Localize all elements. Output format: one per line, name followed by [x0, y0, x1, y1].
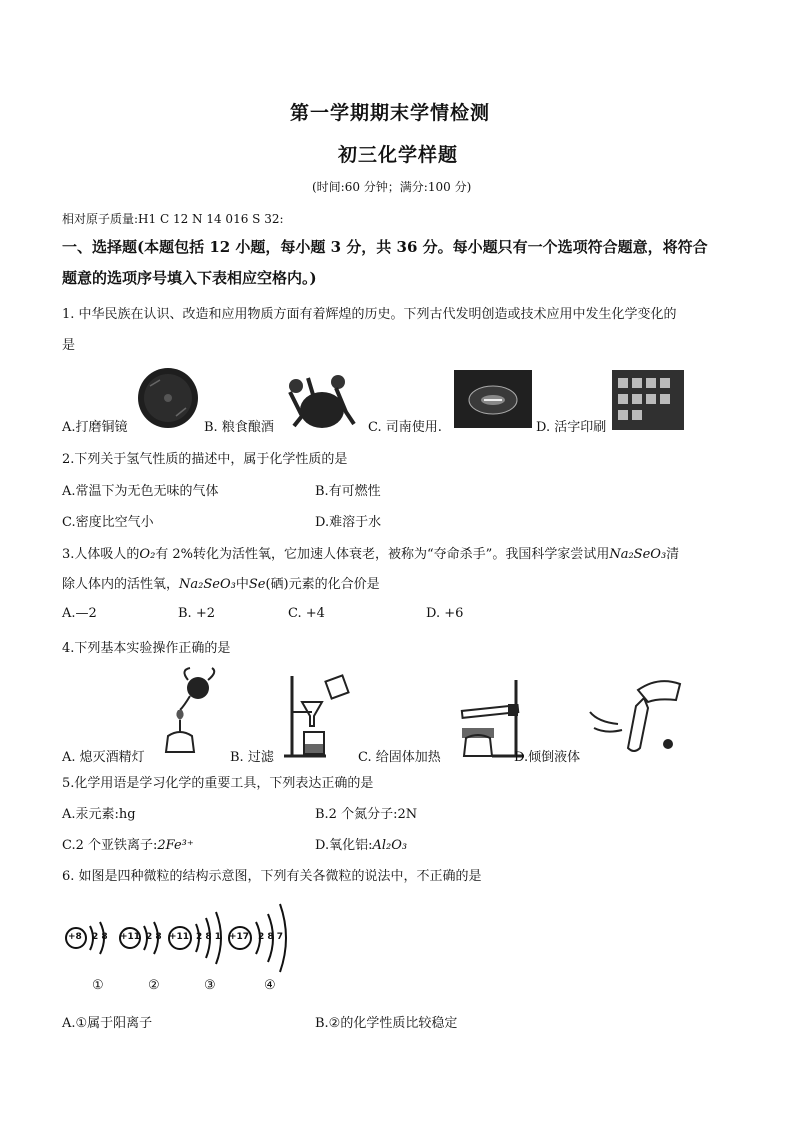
extinguish-lamp-image [160, 666, 224, 758]
q1-stem-line1: 1. 中华民族在认识、改造和应用物质方面有着辉煌的历史。下列古代发明创造或技术应用中发生化学变化的 [62, 307, 677, 322]
q3-text-6: (硒)元素的化合价是 [265, 577, 380, 592]
particle-1-nucleus: +8 [68, 932, 82, 942]
q5-option-a[interactable]: A.汞元素:hg [62, 807, 136, 822]
q6-option-a[interactable]: A.①属于阳离子 [62, 1016, 153, 1031]
q3-option-a[interactable]: A.—2 [62, 606, 97, 621]
section1-heading-line1: 一、选择题(本题包括 12 小题，每小题 3 分，共 36 分。每小题只有一个选项符合题意，将符合 [62, 238, 708, 256]
q2-option-c[interactable]: C.密度比空气小 [62, 515, 154, 530]
o2-formula: O₂ [139, 547, 156, 562]
atomic-masses: 相对原子质量:H1 C 12 N 14 016 S 32: [62, 212, 284, 226]
q2-option-d[interactable]: D.难溶于水 [315, 515, 382, 530]
q5-option-c-text: C.2 个亚铁离子: [62, 838, 158, 853]
section1-heading-line2: 题意的选项序号填入下表相应空格内。) [62, 269, 317, 287]
particle-4-nucleus: +17 [229, 932, 250, 942]
q1-option-d[interactable]: D. 活字印刷 [536, 420, 607, 435]
particle-3-shells: 2 8 1 [196, 932, 222, 942]
particle-3-label: ③ [204, 978, 216, 993]
q3-option-d[interactable]: D. +6 [426, 606, 464, 621]
alumina-formula: Al₂O₃ [372, 838, 408, 853]
q6-option-b[interactable]: B.②的化学性质比较稳定 [315, 1016, 458, 1031]
q3-text-4: 除人体内的活性氧， [62, 577, 180, 592]
selenium-symbol: Se [248, 577, 266, 592]
particle-diagram [64, 894, 294, 998]
particle-2-label: ② [148, 978, 160, 993]
q3-text-1: 3.人体吸人的 [62, 547, 140, 562]
pouring-liquid-image [588, 672, 688, 756]
q2-option-a[interactable]: A.常温下为无色无味的气体 [62, 484, 219, 499]
time-info: (时间:60 分钟；满分:100 分) [312, 180, 472, 194]
q2-stem: 2.下列关于氢气性质的描述中，属于化学性质的是 [62, 452, 348, 467]
wine-brewing-image [280, 368, 360, 430]
q1-option-b[interactable]: B. 粮食酿酒 [204, 420, 274, 435]
q5-option-d[interactable] [315, 834, 407, 853]
q1-option-c[interactable]: C. 司南使用. [368, 420, 442, 435]
q5-option-b[interactable]: B.2 个氮分子:2N [315, 807, 418, 822]
filtration-image [282, 672, 356, 758]
q4-option-a[interactable]: A. 熄灭酒精灯 [62, 750, 145, 765]
bronze-mirror-image [136, 366, 200, 430]
q4-option-b[interactable]: B. 过滤 [230, 750, 274, 765]
q5-option-c[interactable] [62, 834, 194, 853]
q1-stem-line2: 是 [62, 338, 76, 353]
q3-text-2: 有 2%转化为活性氧，它加速人体衰老，被称为“夺命杀手”。我国科学家尝试用 [155, 547, 610, 562]
q3-stem-line2 [62, 573, 380, 592]
particle-4-shells: 2 8 7 [258, 932, 284, 942]
q3-stem-line1 [62, 543, 679, 562]
q4-option-c[interactable]: C. 给固体加热 [358, 750, 441, 765]
particle-1-label: ① [92, 978, 104, 993]
particle-2-shells: 2 8 [146, 932, 162, 942]
q5-option-d-text: D.氧化铝: [315, 838, 373, 853]
q6-stem: 6. 如图是四种微粒的结构示意图，下列有关各微粒的说法中，不正确的是 [62, 869, 482, 884]
q3-text-5: 中 [235, 577, 249, 592]
q4-option-d[interactable]: D.倾倒液体 [514, 750, 581, 765]
q4-stem: 4.下列基本实验操作正确的是 [62, 641, 231, 656]
particle-4-label: ④ [264, 978, 276, 993]
q3-option-b[interactable]: B. +2 [178, 606, 215, 621]
sodium-selenite-formula: Na₂SeO₃ [609, 547, 667, 562]
particle-2-nucleus: +11 [120, 932, 141, 942]
page-title: 第一学期期末学情检测 [290, 102, 491, 124]
page-subtitle: 初三化学样题 [338, 144, 459, 166]
ferrous-ion-formula: 2Fe³⁺ [157, 838, 194, 853]
particle-3-nucleus: +11 [169, 932, 190, 942]
q5-stem: 5.化学用语是学习化学的重要工具，下列表达正确的是 [62, 776, 374, 791]
particle-1-shells: 2 8 [92, 932, 108, 942]
sodium-selenite-formula-2: Na₂SeO₃ [179, 577, 236, 592]
compass-image [454, 370, 532, 428]
q2-option-b[interactable]: B.有可燃性 [315, 484, 381, 499]
movable-type-image [612, 370, 684, 430]
q3-option-c[interactable]: C. +4 [288, 606, 325, 621]
q3-text-3: 清 [666, 547, 680, 562]
q1-option-a[interactable]: A.打磨铜镜 [62, 420, 128, 435]
